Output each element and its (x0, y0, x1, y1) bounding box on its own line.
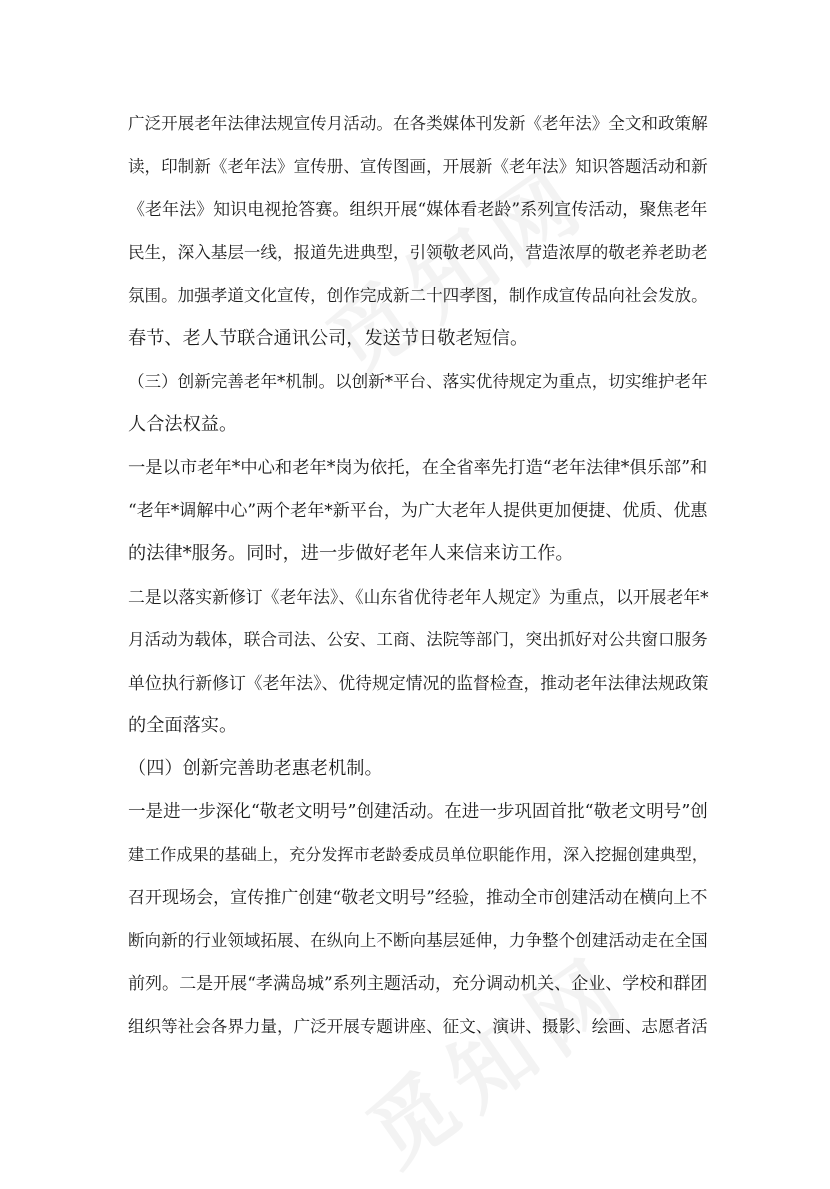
text-line-13: 月活动为载体，联合司法、公安、工商、法院等部门，突出抓好对公共窗口服务 (128, 630, 708, 649)
text-line-1: 广泛开展老年法律法规宣传月活动。在各类媒体刊发新《老年法》全文和政策解 (128, 114, 708, 133)
text-line-8: 人合法权益。 (128, 414, 238, 435)
text-line-5: 氛围。加强孝道文化宣传，创作完成新二十四孝图，制作成宣传品向社会发放。 (128, 286, 708, 305)
section-heading-4: （四）创新完善助老惠老机制。 (128, 758, 383, 779)
text-line-14: 单位执行新修订《老年法》、优待规定情况的监督检查，推动老年法律法规政策 (128, 673, 709, 693)
text-line-10: “老年*调解中心”两个老年*新平台，为广大老年人提供更加便捷、优质、优惠 (128, 501, 708, 521)
text-line-15: 的全面落实。 (128, 715, 238, 736)
text-line-17: 一是进一步深化“敬老文明号”创建活动。在进一步巩固首批“敬老文明号”创 (128, 802, 708, 822)
watermark-lower (340, 921, 650, 1189)
text-line-12: 二是以落实新修订《老年法》、《山东省优待老年人规定》为重点，以开展老年* (128, 587, 709, 607)
text-line-22: 组织等社会各界力量，广泛开展专题讲座、征文、演讲、摄影、绘画、志愿者活 (128, 1017, 708, 1036)
text-line-2: 读，印制新《老年法》宣传册、宣传图画，开展新《老年法》知识答题活动和新 (128, 157, 708, 176)
section-heading-3: （三）创新完善老年*机制。以创新*平台、落实优待规定为重点，切实维护老年 (128, 372, 708, 391)
text-line-3: 《老年法》知识电视抢答赛。组织开展“媒体看老龄”系列宣传活动，聚焦老年 (128, 200, 708, 220)
text-line-21: 前列。二是开展“孝满岛城”系列主题活动，充分调动机关、企业、学校和群团 (128, 974, 708, 994)
text-line-19: 召开现场会，宣传推广创建“敬老文明号”经验，推动全市创建活动在横向上不 (128, 888, 708, 908)
text-line-4: 民生，深入基层一线，报道先进典型，引领敬老风尚，营造浓厚的敬老养老助老 (128, 243, 708, 262)
text-line-20: 断向新的行业领域拓展、在纵向上不断向基层延伸，力争整个创建活动走在全国 (128, 931, 708, 950)
text-line-6: 春节、老人节联合通讯公司，发送节日敬老短信。 (128, 328, 529, 349)
text-line-9: 一是以市老年*中心和老年*岗为依托，在全省率先打造“老年法律*俱乐部”和 (128, 458, 708, 478)
text-line-11: 的法律*服务。同时，进一步做好老年人来信来访工作。 (128, 543, 574, 564)
text-line-18: 建工作成果的基础上，充分发挥市老龄委成员单位职能作用，深入挖掘创建典型， (128, 845, 708, 864)
